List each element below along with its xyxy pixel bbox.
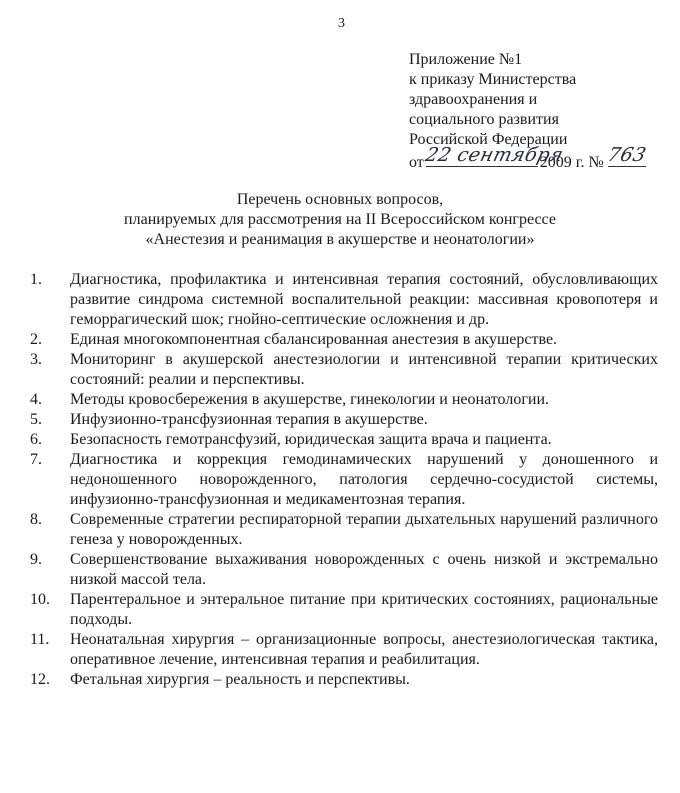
- handwritten-date: 22 сентября: [423, 144, 566, 166]
- appendix-line: здравоохранения и: [409, 91, 538, 108]
- item-number: 6.: [30, 431, 42, 448]
- item-text: Единая многокомпонентная сбалансированная анестезия в акушерстве.: [70, 331, 558, 348]
- list-item: [30, 670, 658, 690]
- item-number: 1.: [30, 271, 42, 288]
- list-item: [30, 350, 658, 390]
- item-text: Диагностика и коррекция гемодинамических нарушений у доношенного и недоношенного новорожденного, патология сердечно-сосудистой системы, инфузионно-трансфузионная и медикаментозная терапия.: [70, 451, 658, 508]
- order-number-field: [605, 144, 649, 167]
- item-text: Парентеральное и энтеральное питание при критических состояниях, рациональные подходы.: [70, 591, 658, 628]
- list-item: [30, 450, 658, 510]
- order-date-field: [423, 144, 566, 167]
- order-year-text: 2009 г. №: [539, 154, 604, 171]
- list-item: [30, 390, 658, 410]
- item-number: 7.: [30, 451, 42, 468]
- item-number: 5.: [30, 411, 42, 428]
- item-number: 9.: [30, 551, 42, 568]
- list-item: [30, 270, 658, 330]
- item-number: 8.: [30, 511, 42, 528]
- item-number: 2.: [30, 331, 42, 348]
- appendix-line: Российской Федерации: [409, 131, 568, 148]
- item-number: 11.: [30, 631, 50, 648]
- appendix-line: социального развития: [409, 111, 559, 128]
- appendix-line: к приказу Министерства: [409, 71, 577, 88]
- list-item: [30, 430, 658, 450]
- item-number: 4.: [30, 391, 42, 408]
- title-line-1: Перечень основных вопросов,: [236, 191, 444, 208]
- item-text: Методы кровосбережения в акушерстве, гинекологии и неонатологии.: [70, 391, 550, 408]
- item-number: 12.: [30, 671, 50, 688]
- list-item: [30, 550, 658, 590]
- item-text: Фетальная хирургия – реальность и перспективы.: [70, 671, 410, 688]
- list-item: [30, 590, 658, 630]
- document-title: [0, 190, 680, 250]
- order-prefix: от: [409, 154, 424, 171]
- order-line: [409, 144, 669, 173]
- item-text: Инфузионно-трансфузионная терапия в акушерстве.: [70, 411, 428, 428]
- title-line-3: «Анестезия и реанимация в акушерстве и неонатологии»: [145, 231, 535, 248]
- item-text: Современные стратегии респираторной терапии дыхательных нарушений различного генеза у новорожденных.: [70, 511, 658, 548]
- item-text: Безопасность гемотрансфузий, юридическая защита врача и пациента.: [70, 431, 552, 448]
- item-text: Совершенствование выхаживания новорожденных с очень низкой и экстремально низкой массой тела.: [70, 551, 658, 588]
- item-number: 10.: [30, 591, 50, 608]
- item-number: 3.: [30, 351, 42, 368]
- list-item: [30, 410, 658, 430]
- questions-list: [30, 270, 658, 690]
- handwritten-number: 763: [605, 144, 649, 166]
- appendix-block: [409, 50, 669, 173]
- title-line-2: планируемых для рассмотрения на II Всероссийском конгрессе: [124, 211, 556, 228]
- item-text: Мониторинг в акушерской анестезиологии и интенсивной терапии критических состояний: реалии и перспективы.: [70, 351, 658, 388]
- item-text: Диагностика, профилактика и интенсивная терапия состояний, обусловливающих развитие синдрома системной воспалительной реакции: массивная кровопотеря и геморрагический шок; гнойно-септические осложнения и др.: [70, 271, 658, 328]
- appendix-line: Приложение №1: [409, 51, 523, 68]
- page-number: 3: [338, 16, 345, 31]
- list-item: [30, 630, 658, 670]
- item-text: Неонатальная хирургия – организационные вопросы, анестезиологическая тактика, оперативное лечение, интенсивная терапия и реабилитация.: [70, 631, 658, 668]
- list-item: [30, 330, 658, 350]
- list-item: [30, 510, 658, 550]
